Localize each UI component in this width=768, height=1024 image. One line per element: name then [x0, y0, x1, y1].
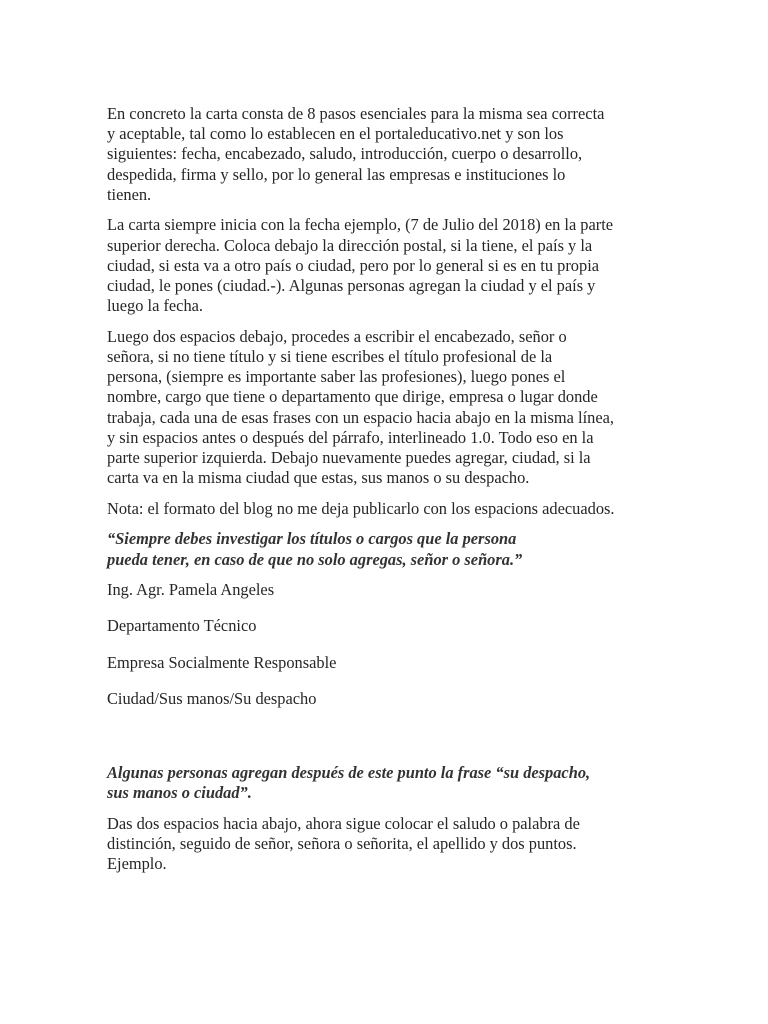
paragraph-date: La carta siempre inicia con la fecha ejemplo, (7 de Julio del 2018) en la parte superior derecha. Coloca debajo la dirección postal, si la tiene, el país y la ciudad, si esta va a otro país o ciudad, pero por lo general si es en tu propia ciudad, le pones (ciudad.-). Algunas personas agregan la ciudad y el país y luego la fecha. — [107, 215, 614, 316]
document-page — [107, 104, 667, 885]
example-line-company: Empresa Socialmente Responsable — [107, 652, 337, 672]
blank-space — [107, 725, 667, 763]
paragraph-greeting: Das dos espacios hacia abajo, ahora sigue colocar el saludo o palabra de distinción, seguido de señor, señora o señorita, el apellido y dos puntos. Ejemplo. — [107, 813, 580, 874]
example-line-name: Ing. Agr. Pamela Angeles — [107, 580, 275, 600]
paragraph-heading: Luego dos espacios debajo, procedes a escribir el encabezado, señor o señora, si no tiene título y si tiene escribes el título profesional de la persona, (siempre es importante saber las profesiones), luego pones el nombre, cargo que tiene o departamento que dirige, empresa o lugar donde trabaja, cada una de esas frases con un espacio hacia abajo en la misma línea, y sin espacios antes o después del párrafo, interlineado 1.0. Todo eso en la parte superior izquierda. Debajo nuevamente puedes agregar, ciudad, si la carta va en la misma ciudad que estas, sus manos o su despacho. — [107, 326, 614, 488]
example-line-department: Departamento Técnico — [107, 616, 257, 636]
paragraph-steps: En concreto la carta consta de 8 pasos esenciales para la misma sea correcta y aceptable, tal como lo establecen en el portaleducativo.net y son los siguientes: fecha, encabezado, saludo, introducción, cuerpo o desarrollo, despedida, firma y sello, por lo general las empresas e instituciones lo tienen. — [107, 104, 605, 204]
quote-titles: “Siempre debes investigar los títulos o cargos que la persona pueda tener, en caso de que no solo agregas, señor o señora.” — [107, 529, 523, 569]
example-line-city: Ciudad/Sus manos/Su despacho — [107, 688, 317, 708]
paragraph-note: Nota: el formato del blog no me deja publicarlo con los espacions adecuados. — [107, 498, 615, 518]
quote-phrase: Algunas personas agregan después de este punto la frase “su despacho, sus manos o ciudad”. — [107, 763, 591, 803]
